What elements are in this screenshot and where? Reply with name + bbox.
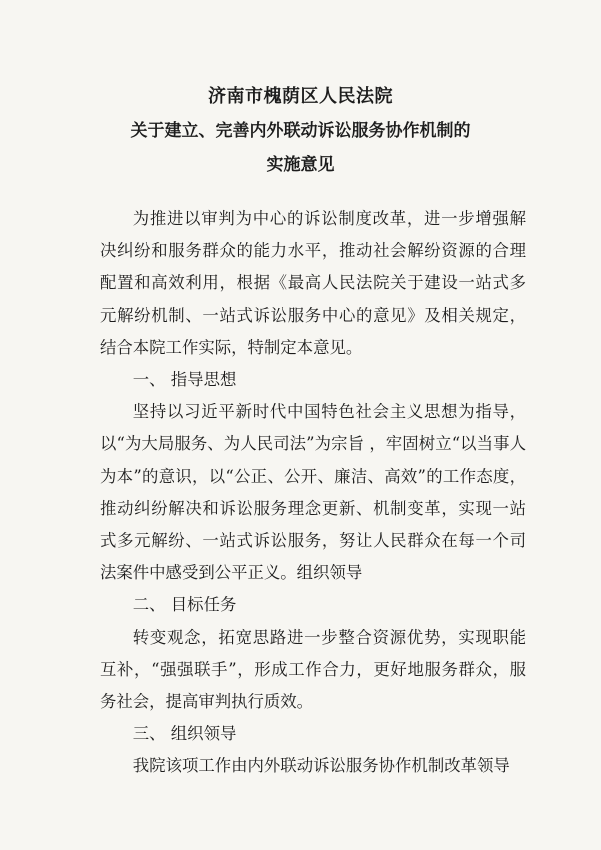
section3-heading: 三、 组织领导: [132, 724, 237, 744]
section1-heading: 一、 指导思想: [132, 370, 237, 390]
document-subtitle-line1: 关于建立、完善内外联动诉讼服务协作机制的: [130, 121, 471, 141]
title-block: [0, 86, 601, 176]
document-title: 济南市槐荫区人民法院: [208, 86, 393, 107]
document-body: [100, 203, 526, 783]
section1-paragraph: 坚持以习近平新时代中国特色社会主义思想为指导，以“为大局服务、为人民司法”为宗旨 ，牢固树立“以当事人为本”的意识，以“公正、公开、廉洁、高效”的工作态度，推动纠纷解决和诉讼服务理念更新、机制变革，实现一站式多元解纷、一站式诉讼服务，努让人民群众在每一个司法案件中感受到公平正义。组织领导: [100, 402, 526, 583]
section3-paragraph: 我院该项工作由内外联动诉讼服务协作机制改革领导: [132, 756, 510, 776]
section2-paragraph: 转变观念，拓宽思路进一步整合资源优势，实现职能互补，“强强联手”，形成工作合力，更好地服务群众，服务社会，提高审判执行质效。: [100, 627, 526, 712]
section2-heading: 二、 目标任务: [132, 595, 237, 615]
document-subtitle-line2: 实施意见: [266, 155, 335, 175]
intro-paragraph: 为推进以审判为中心的诉讼制度改革，进一步增强解决纠纷和服务群众的能力水平，推动社会解纷资源的合理配置和高效利用，根据《最高人民法院关于建设一站式多元解纷机制、一站式诉讼服务中心的意见》及相关规定，结合本院工作实际，特制定本意见。: [100, 209, 526, 357]
